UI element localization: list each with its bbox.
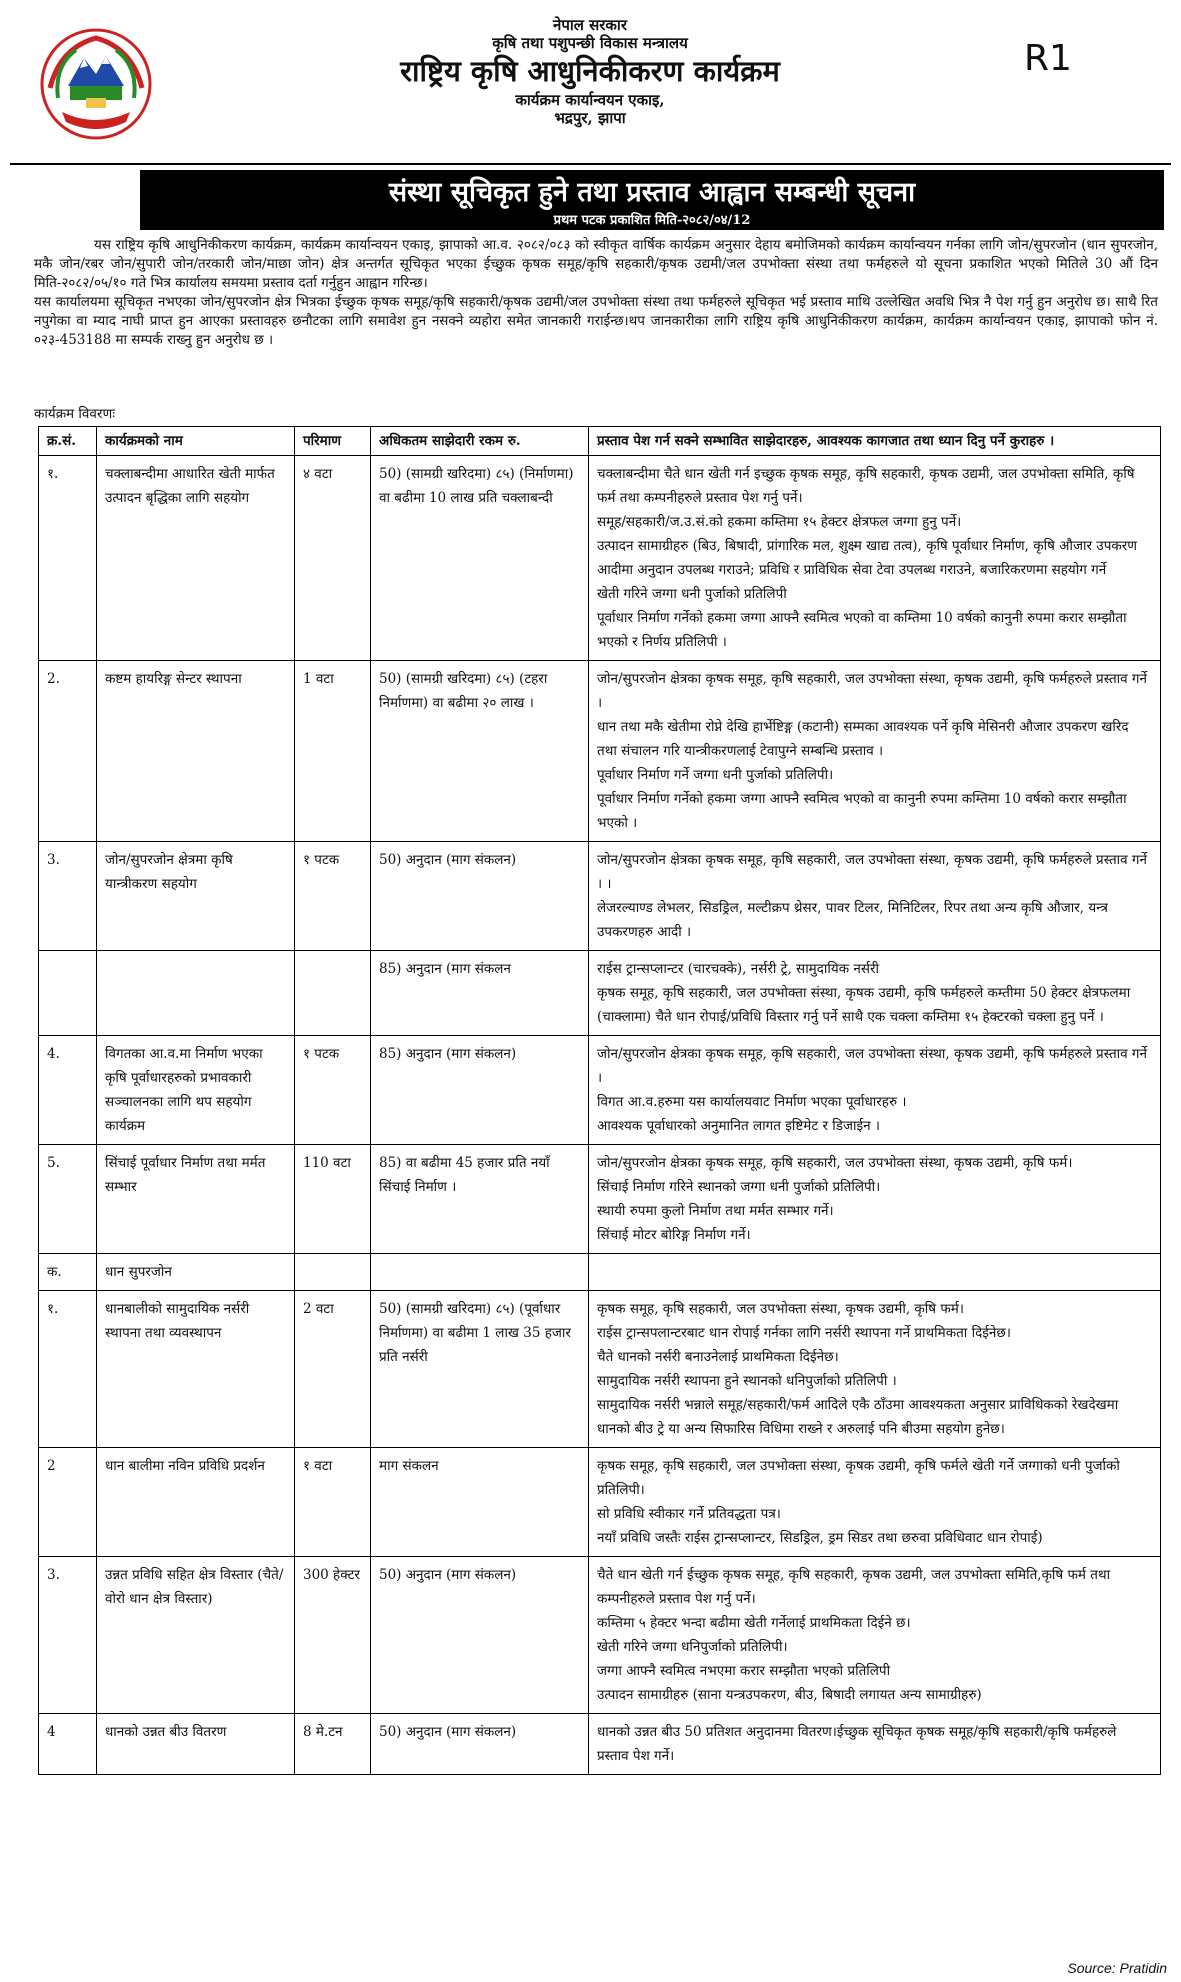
table-header-row xyxy=(39,427,1161,456)
table-row xyxy=(39,1291,1161,1448)
cell-name: धानबालीको सामुदायिक नर्सरी स्थापना तथा व्यवस्थापन xyxy=(97,1291,295,1448)
cell-name: धान सुपरजोन xyxy=(97,1254,295,1291)
cell-requirements xyxy=(589,1254,1161,1291)
requirement-line: चैते धान खेती गर्न ईच्छुक कृषक समूह, कृषि सहकारी, कृषक उद्यमी, जल उपभोक्ता समिति,कृषि फर्म तथा कम्पनीहरुले प्रस्ताव पेश गर्नु पर्ने। xyxy=(597,1567,1111,1607)
col-requirements-header: प्रस्ताव पेश गर्न सक्ने सम्भावित साझेदारहरु, आवश्यक कागजात तथा ध्यान दिनु पर्ने कुराहरु । xyxy=(589,427,1161,456)
table-row xyxy=(39,1557,1161,1714)
table-row xyxy=(39,456,1161,661)
notice-title: संस्था सूचिकृत हुने तथा प्रस्ताव आह्वान सम्बन्धी सूचना xyxy=(388,177,916,208)
requirement-line: पूर्वाधार निर्माण गर्नेको हकमा जग्गा आफ्नै स्वमित्व भएको वा कानुनी रुपमा कम्तिमा 10 वर्षको करार सम्झौता भएको । xyxy=(597,791,1127,831)
publish-date: प्रथम पटक प्रकाशित मिति-२०८२/०४/12 xyxy=(553,213,751,228)
cell-qty: 1 वटा xyxy=(295,661,371,842)
cell-requirements xyxy=(589,1448,1161,1557)
cell-requirements xyxy=(589,1291,1161,1448)
cell-sn: 2. xyxy=(39,661,97,842)
cell-sn xyxy=(39,951,97,1036)
cell-qty: १ पटक xyxy=(295,1036,371,1145)
cell-name: जोन/सुपरजोन क्षेत्रमा कृषि यान्त्रीकरण सहयोग xyxy=(97,842,295,951)
col-qty-header: परिमाण xyxy=(295,427,371,456)
table-row xyxy=(39,1036,1161,1145)
requirement-line: पूर्वाधार निर्माण गर्नेको हकमा जग्गा आफ्नै स्वमित्व भएको वा कम्तिमा 10 वर्षको कानुनी रुपमा करार सम्झौता भएको र निर्णय प्रतिलिपी । xyxy=(597,610,1127,650)
cell-requirements xyxy=(589,951,1161,1036)
reference-code: R1 xyxy=(1024,38,1072,79)
cell-sn: 3. xyxy=(39,1557,97,1714)
cell-amount: 85) अनुदान (माग संकलन) xyxy=(371,1036,589,1145)
source-credit: Source: Pratidin xyxy=(1067,1960,1167,1976)
header-titles xyxy=(300,16,880,127)
cell-requirements xyxy=(589,1557,1161,1714)
cell-sn: 3. xyxy=(39,842,97,951)
requirement-line: जोन/सुपरजोन क्षेत्रका कृषक समूह, कृषि सहकारी, जल उपभोक्ता संस्था, कृषक उद्यमी, कृषि फर्म। xyxy=(597,1155,1073,1171)
cell-amount xyxy=(371,1254,589,1291)
table-row xyxy=(39,1254,1161,1291)
requirement-line: चैते धानको नर्सरी बनाउनेलाई प्राथमिकता दिईनेछ। xyxy=(597,1349,839,1365)
cell-amount: 50) (सामग्री खरिदमा) ८५) (पूर्वाधार निर्माणमा) वा बढीमा 1 लाख 35 हजार प्रति नर्सरी xyxy=(371,1291,589,1448)
requirement-line: जग्गा आफ्नै स्वमित्व नभएमा करार सम्झौता भएको प्रतिलिपी xyxy=(597,1663,891,1679)
cell-name: धान बालीमा नविन प्रविधि प्रदर्शन xyxy=(97,1448,295,1557)
requirement-line: खेती गरिने जग्गा धनिपुर्जाको प्रतिलिपी। xyxy=(597,1639,788,1655)
cell-amount: 50) अनुदान (माग संकलन) xyxy=(371,1557,589,1714)
table-row xyxy=(39,842,1161,951)
cell-name: सिंचाई पूर्वाधार निर्माण तथा मर्मत सम्भार xyxy=(97,1145,295,1254)
intro-paragraph-1: यस राष्ट्रिय कृषि आधुनिकीकरण कार्यक्रम, कार्यक्रम कार्यान्वयन एकाइ, झापाको आ.व. २०८२/०८३ को स्वीकृत वार्षिक कार्यक्रम अनुसार देहाय बमोजिमको कार्यक्रम कार्यान्वयन गर्नका लागि जोन/सुपरजोन (धान सुपरजोन, मकै जोन/रबर जोन/सुपारी जोन/तरकारी जोन/माछा जोन) क्षेत्र अन्तर्गत सूचिकृत भएका ईच्छुक कृषक समूह/कृषि सहकारी/कृषक उद्यमी/जल उपभोक्ता संस्था तथा फर्महरुले यो सूचना प्रकाशित भएको मितिले 30 औं दिन मिति-२०८२/०५/१० गते भित्र कार्यालय समयमा प्रस्ताव दर्ता गर्नुहुन आह्वान गरिन्छ। xyxy=(34,237,1158,291)
cell-amount: माग संकलन xyxy=(371,1448,589,1557)
requirement-line: लेजरल्याण्ड लेभलर, सिडड्रिल, मल्टीक्रप थ्रेसर, पावर टिलर, मिनिटिलर, रिपर तथा अन्य कृषि औजार, यन्त्र उपकरणहरु आदी । xyxy=(597,900,1108,940)
requirement-line: उत्पादन सामाग्रीहरु (साना यन्त्रउपकरण, बीउ, बिषादी लगायत अन्य सामाग्रीहरु) xyxy=(597,1687,982,1703)
cell-qty xyxy=(295,951,371,1036)
col-amount-header: अधिकतम साझेदारी रकम रु. xyxy=(371,427,589,456)
requirement-line: राईस ट्रान्सप्लान्टर (चारचक्के), नर्सरी ट्रे, सामुदायिक नर्सरी xyxy=(597,961,880,977)
program-name: राष्ट्रिय कृषि आधुनिकीकरण कार्यक्रम xyxy=(400,54,780,88)
requirement-line: कृषक समूह, कृषि सहकारी, जल उपभोक्ता संस्था, कृषक उद्यमी, कृषि फर्महरुले कम्तीमा 50 हेक्टर क्षेत्रफलमा (चाक्लामा) चैते धान रोपाई/प्रविधि विस्तार गर्नु पर्ने साथै एक चक्ला कम्तिमा १५ हेक्टरको चक्ला हुनु पर्ने । xyxy=(597,985,1131,1025)
cell-name: विगतका आ.व.मा निर्माण भएका कृषि पूर्वाधारहरुको प्रभावकारी सञ्चालनका लागि थप सहयोग कार्यक्रम xyxy=(97,1036,295,1145)
requirement-line: पूर्वाधार निर्माण गर्ने जग्गा धनी पुर्जाको प्रतिलिपी। xyxy=(597,767,834,783)
office-location: भद्रपुर, झापा xyxy=(554,108,626,127)
requirement-line: आवश्यक पूर्वाधारको अनुमानित लागत इष्टिमेट र डिजाईन । xyxy=(597,1118,881,1134)
requirement-line: विगत आ.व.हरुमा यस कार्यालयवाट निर्माण भएका पूर्वाधारहरु । xyxy=(597,1094,907,1110)
requirement-line: सो प्रविधि स्वीकार गर्ने प्रतिवद्धता पत्र। xyxy=(597,1506,781,1522)
table-row xyxy=(39,1714,1161,1775)
notice-header xyxy=(0,0,1181,165)
cell-amount: 50) अनुदान (माग संकलन) xyxy=(371,1714,589,1775)
cell-name xyxy=(97,951,295,1036)
requirement-line: कृषक समूह, कृषि सहकारी, जल उपभोक्ता संस्था, कृषक उद्यमी, कृषि फर्म। xyxy=(597,1301,964,1317)
intro-text xyxy=(34,236,1158,350)
notice-banner xyxy=(140,170,1164,230)
cell-sn: 4 xyxy=(39,1714,97,1775)
cell-qty xyxy=(295,1254,371,1291)
requirement-line: समूह/सहकारी/ज.उ.सं.को हकमा कम्तिमा १५ हेक्टर क्षेत्रफल जग्गा हुनु पर्ने। xyxy=(597,514,962,530)
cell-qty: 2 वटा xyxy=(295,1291,371,1448)
table-row xyxy=(39,1145,1161,1254)
cell-requirements xyxy=(589,456,1161,661)
requirement-line: धान तथा मकै खेतीमा रोप्ने देखि हार्भेष्टिङ्ग (कटानी) सम्मका आवश्यक पर्ने कृषि मेसिनरी औजार उपकरण खरिद तथा संचालन गरि यान्त्रीकरणलाई टेवापुग्ने सम्बन्धि प्रस्ताव । xyxy=(597,719,1129,759)
cell-sn: 5. xyxy=(39,1145,97,1254)
requirement-line: उत्पादन सामाग्रीहरु (बिउ, बिषादी, प्रांगारिक मल, शुक्ष्म खाद्य तत्व), कृषि पूर्वाधार निर्माण, कृषि औजार उपकरण आदीमा अनुदान उपलब्ध गराउने; प्रविधि र प्राविधिक सेवा टेवा उपलब्ध गराउने, बजारिकरणमा सहयोग गर्ने xyxy=(597,538,1138,578)
cell-qty: 8 मे.टन xyxy=(295,1714,371,1775)
table-row xyxy=(39,1448,1161,1557)
cell-requirements xyxy=(589,1036,1161,1145)
table-row xyxy=(39,661,1161,842)
cell-name: चक्लाबन्दीमा आधारित खेती मार्फत उत्पादन बृद्धिका लागि सहयोग xyxy=(97,456,295,661)
header-divider xyxy=(10,163,1171,165)
requirement-line: चक्लाबन्दीमा चैते धान खेती गर्न इच्छुक कृषक समूह, कृषि सहकारी, कृषक उद्यमी, जल उपभोक्ता समिति, कृषि फर्म तथा कम्पनीहरुले प्रस्ताव पेश गर्नु पर्ने। xyxy=(597,466,1135,506)
requirement-line: सिंचाई मोटर बोरिङ्ग निर्माण गर्ने। xyxy=(597,1227,751,1243)
col-name-header: कार्यक्रमको नाम xyxy=(97,427,295,456)
unit-name: कार्यक्रम कार्यान्वयन एकाइ, xyxy=(515,90,665,109)
cell-qty: 300 हेक्टर xyxy=(295,1557,371,1714)
cell-name: धानको उन्नत बीउ वितरण xyxy=(97,1714,295,1775)
cell-amount: 50) अनुदान (माग संकलन) xyxy=(371,842,589,951)
nepal-emblem-icon xyxy=(40,28,152,140)
requirement-line: राईस ट्रान्सपलान्टरबाट धान रोपाई गर्नका लागि नर्सरी स्थापना गर्ने प्राथमिकता दिईनेछ। xyxy=(597,1325,1011,1341)
ministry-name: कृषि तथा पशुपन्छी विकास मन्त्रालय xyxy=(492,34,688,52)
requirement-line: कम्तिमा ५ हेक्टर भन्दा बढीमा खेती गर्नेलाई प्राथमिकता दिईने छ। xyxy=(597,1615,911,1631)
cell-sn: 2 xyxy=(39,1448,97,1557)
cell-qty: १ वटा xyxy=(295,1448,371,1557)
cell-amount: 85) वा बढीमा 45 हजार प्रति नयाँ सिंचाई निर्माण । xyxy=(371,1145,589,1254)
requirement-line: जोन/सुपरजोन क्षेत्रका कृषक समूह, कृषि सहकारी, जल उपभोक्ता संस्था, कृषक उद्यमी, कृषि फर्महरुले प्रस्ताव गर्ने । xyxy=(597,671,1148,711)
requirement-line: नयाँ प्रविधि जस्तैः राईस ट्रान्सप्लान्टर, सिडड्रिल, ड्रम सिडर तथा छरुवा प्रविधिवाट धान रोपाई) xyxy=(597,1530,1043,1546)
cell-sn: १. xyxy=(39,1291,97,1448)
cell-name: उन्नत प्रविधि सहित क्षेत्र विस्तार (चैते/वोरो धान क्षेत्र विस्तार) xyxy=(97,1557,295,1714)
cell-requirements xyxy=(589,842,1161,951)
cell-name: कष्टम हायरिङ्ग सेन्टर स्थापना xyxy=(97,661,295,842)
requirement-line: धानको उन्नत बीउ 50 प्रतिशत अनुदानमा वितरण।ईच्छुक सूचिकृत कृषक समूह/कृषि सहकारी/कृषि फर्महरुले प्रस्ताव पेश गर्ने। xyxy=(597,1724,1117,1764)
cell-sn: क. xyxy=(39,1254,97,1291)
program-table xyxy=(38,426,1161,1775)
cell-requirements xyxy=(589,661,1161,842)
table-row xyxy=(39,951,1161,1036)
intro-paragraph-2: यस कार्यालयमा सूचिकृत नभएका जोन/सुपरजोन क्षेत्र भित्रका ईच्छुक कृषक समूह/कृषि सहकारी/कृषक उद्यमी/जल उपभोक्ता संस्था तथा फर्महरुले सूचिकृत भई प्रस्ताव माथि उल्लेखित अवधि भित्र नै पेश गर्नु हुन अनुरोध छ। साथै रित नपुगेका वा म्याद नाघी प्राप्त हुन आएका प्रस्तावहरु छनौटका लागि समावेश हुन नसक्ने व्यहोरा समेत जानकारी गराईन्छ।थप जानकारीका लागि राष्ट्रिय कृषि आधुनिकीकरण कार्यक्रम, कार्यक्रम कार्यान्वयन एकाइ, झापाको फोन नं. ०२३-453188 मा सम्पर्क राख्नु हुन अनुरोध छ । xyxy=(34,294,1158,348)
cell-sn: १. xyxy=(39,456,97,661)
requirement-line: सामुदायिक नर्सरी भन्नाले समूह/सहकारी/फर्म आदिले एकै ठाँउमा आवश्यकता अनुसार प्राविधिकको रेखदेखमा धानको बीउ ट्रे या अन्य सिफारिस विधिमा राख्ने र अरुलाई पनि बीउमा सहयोग हुनेछ। xyxy=(597,1397,1119,1437)
requirement-line: सिंचाई निर्माण गरिने स्थानको जग्गा धनी पुर्जाको प्रतिलिपी। xyxy=(597,1179,881,1195)
cell-sn: 4. xyxy=(39,1036,97,1145)
cell-amount: 50) (सामग्री खरिदमा) ८५) (निर्माणमा) वा बढीमा 10 लाख प्रति चक्लाबन्दी xyxy=(371,456,589,661)
requirement-line: जोन/सुपरजोन क्षेत्रका कृषक समूह, कृषि सहकारी, जल उपभोक्ता संस्था, कृषक उद्यमी, कृषि फर्महरुले प्रस्ताव गर्ने । । xyxy=(597,852,1148,892)
cell-qty: १ पटक xyxy=(295,842,371,951)
cell-qty: ४ वटा xyxy=(295,456,371,661)
col-sn-header: क्र.सं. xyxy=(39,427,97,456)
requirement-line: स्थायी रुपमा कुलो निर्माण तथा मर्मत सम्भार गर्ने। xyxy=(597,1203,834,1219)
cell-amount: 85) अनुदान (माग संकलन xyxy=(371,951,589,1036)
requirement-line: जोन/सुपरजोन क्षेत्रका कृषक समूह, कृषि सहकारी, जल उपभोक्ता संस्था, कृषक उद्यमी, कृषि फर्महरुले प्रस्ताव गर्ने । xyxy=(597,1046,1148,1086)
cell-requirements xyxy=(589,1145,1161,1254)
requirement-line: कृषक समूह, कृषि सहकारी, जल उपभोक्ता संस्था, कृषक उद्यमी, कृषि फर्मले खेती गर्ने जग्गाको धनी पुर्जाको प्रतिलिपी। xyxy=(597,1458,1120,1498)
cell-qty: 110 वटा xyxy=(295,1145,371,1254)
cell-requirements xyxy=(589,1714,1161,1775)
gov-name: नेपाल सरकार xyxy=(553,16,627,34)
cell-amount: 50) (सामग्री खरिदमा) ८५) (टहरा निर्माणमा) वा बढीमा २० लाख । xyxy=(371,661,589,842)
requirement-line: सामुदायिक नर्सरी स्थापना हुने स्थानको धनिपुर्जाको प्रतिलिपी । xyxy=(597,1373,897,1389)
program-details-label: कार्यक्रम विवरणः xyxy=(34,406,115,422)
requirement-line: खेती गरिने जग्गा धनी पुर्जाको प्रतिलिपी xyxy=(597,586,787,602)
table-body xyxy=(39,456,1161,1775)
